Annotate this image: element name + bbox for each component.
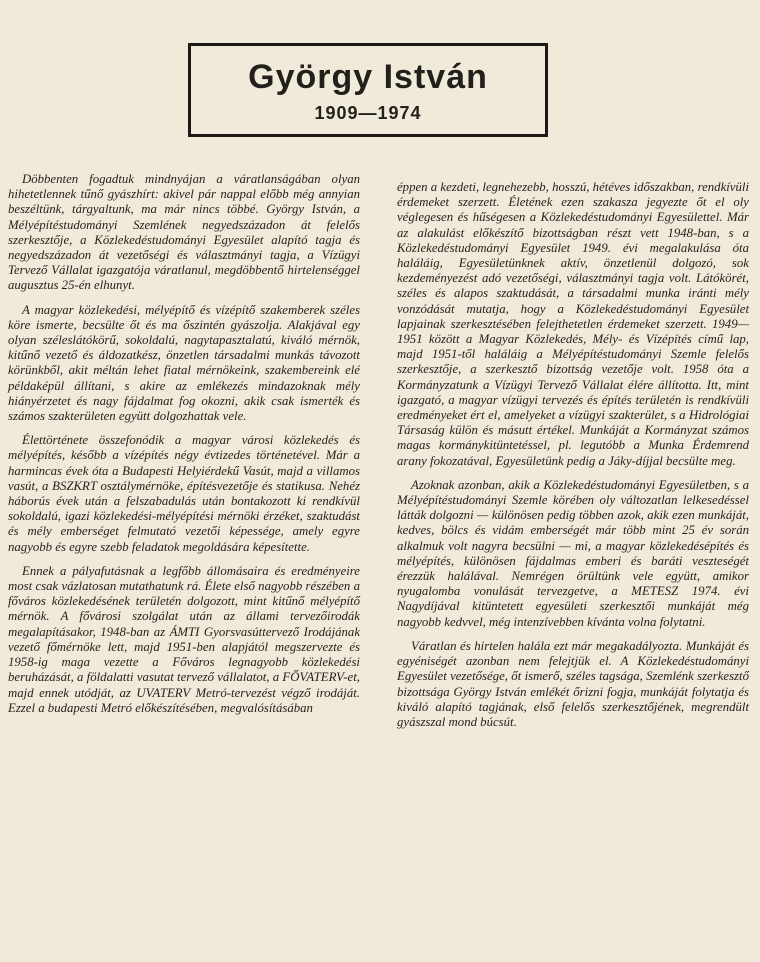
obituary-years: 1909—1974 bbox=[314, 103, 422, 123]
title-box bbox=[188, 43, 548, 137]
obituary-name: György István bbox=[248, 58, 488, 96]
paragraph: Ennek a pályafutásnak a legfőbb állomásaira és eredményeire most csak vázlatosan mutathatunk rá. Élete első nagyobb részében a főváros közlekedésének területén dolgozott, mint kitűnő mélyépítő mérnök. A fővárosi szolgálat után az állami tervezőirodák megalapításakor, 1948-ban az ÁMTI Gyorsvasúttervező Irodájának vezető főmérnöke lett, majd 1951-ben alapjától megszervezte és 1958-ig maga vezette a Főváros legnagyobb közlekedési beruházását, a földalatti vasutat tervező vállalatot, a FŐVATERV-et, majd ennek utódját, az UVATERV Metró-tervezést végző irodáját. Ezzel a budapesti Metró előkészítésében, megvalósításában bbox=[8, 563, 360, 715]
right-column bbox=[397, 180, 749, 739]
paragraph: Döbbenten fogadtuk mindnyájan a váratlanságában olyan hihetetlennek tűnő gyászhírt: akivel pár nappal előbb még annyian beszéltünk, tárgyaltunk, ma már nincs többé. György István, a Mélyépítéstudományi Szemlének negyedszázadon át felelős szerkesztője, a Közlekedéstudományi Egyesület alapító tagja és negyedszázadon át vezetőségi és választmányi tagja, a Vízügyi Tervező Vállalat igazgatója váratlanul, megdöbbentő hirtelenséggel augusztus 25-én elhunyt. bbox=[8, 172, 360, 293]
left-column bbox=[8, 172, 360, 725]
paragraph: A magyar közlekedési, mélyépítő és vízépítő szakemberek széles köre ismerte, becsülte őt és ma őszintén gyászolja. Alakjával egy olyan széleslátókörű, sokoldalú, nagytapasztalatú, kiváló mérnök, kitűnő vezető és áldozatkész, önzetlen társadalmi munkás távozott körünkből, akit méltán lehet fiatal mérnökeink, szakembereink elé példaképül állítani, s akire az emlékezés mindazoknak mély hiányérzetet és nagy fájdalmat fog okozni, akik csak ismerték és számos szakterületen együtt dolgozhattak vele. bbox=[8, 302, 360, 424]
paragraph: Élettörténete összefonódik a magyar városi közlekedés és mélyépítés, később a vízépítés négy évtizedes történetével. Már a harmincas évek óta a Budapesti Helyiérdekű Vasút, majd a villamos vasút, a BSZKRT osztálymérnöke, építésvezetője és statikusa. Nehéz háborús évek után a felszabadulás után bontakozott ki rendkívül sokoldalú, igazi közlekedési-mélyépítési mérnöki érzéket, szaktudást és mély emberséget felmutató vezetői képessége, amely egyre nagyobb és egyre szebb feladatok megoldására képesítette. bbox=[8, 433, 360, 554]
paragraph: Azoknak azonban, akik a Közlekedéstudományi Egyesületben, s a Mélyépítéstudományi Szemle körében oly változatlan lelkesedéssel látták dolgozni — különösen pedig többen azok, akik ezen munkáját, kedves, bölcs és vidám emberségét már több mint 25 év során alkalmuk volt nagyra becsülni — mi, a magyar közlekedésépítés és mélyépítés, különösen fájdalmas emberi és baráti veszteségét érezzük halálával. Nemrégen örültünk vele együtt, amikor nyugalomba vonulását tervezgetve, a METESZ 1974. évi Nagydíjával kitüntetett egyesületi szerkesztői munkáját még nagyobb kedvvel, még intenzívebben kívánta volna folytatni. bbox=[397, 477, 749, 629]
paragraph: Váratlan és hirtelen halála ezt már megakadályozta. Munkáját és egyéniségét azonban nem felejtjük el. A Közlekedéstudományi Egyesület vezetősége, őt ismerő, széles tagsága, Szemlénk szerkesztő bizottsága György István emlékét őrizni fogja, munkáját folytatja és kiváló alapító tagjának, első felelős szerkesztőjének, megrendült gyászszal mond búcsút. bbox=[397, 638, 749, 729]
paragraph: éppen a kezdeti, legnehezebb, hosszú, hétéves időszakban, rendkívüli érdemeket szerzett. Életének ezen szakasza jegyezte őt el oly véglegesen és hűségesen a Közlekedéstudományi Egyesülettel. Már az alakulást előkészítő bizottságban részt vett 1948-ban, s a Közlekedéstudományi Egyesület 1949. évi megalakulása óta haláláig, Egyesületünknek aktív, önzetlenül dolgozó, sok kezdeményezést adó vezetőségi, választmányi tagja volt. Látókörét, széles és alapos szaktudását, a társadalmi munka iránti mély vonzódását mutatja, hogy a Közlekedéstudományi Egyesület lapjainak szerkesztésében felejthetetlen érdemeket szerzett. 1949—1951 között a Magyar Közlekedés, Mély- és Vízépítés című lap, majd 1951-től haláláig a Mélyépítéstudományi Szemle felelős szerkesztője, a szerkesztő bizottság vezetője volt. 1958 óta a Kormányzatunk a Vízügyi Tervező Vállalat élére állította. Itt, mint igazgató, a magyar vízügyi tervezés és építés területén is rendkívüli eredményeket ért el, amelyeket a vízügyi szakterület, s a Hidrológiai Társaság külön és másutt értékel. Munkáját a Kormányzat számos magas kormánykitüntetéssel, pl. legutóbb a Munka Érdemrend arany fokozatával, Egyesületünk pedig a Jáky-díjjal becsülte meg. bbox=[397, 180, 749, 468]
